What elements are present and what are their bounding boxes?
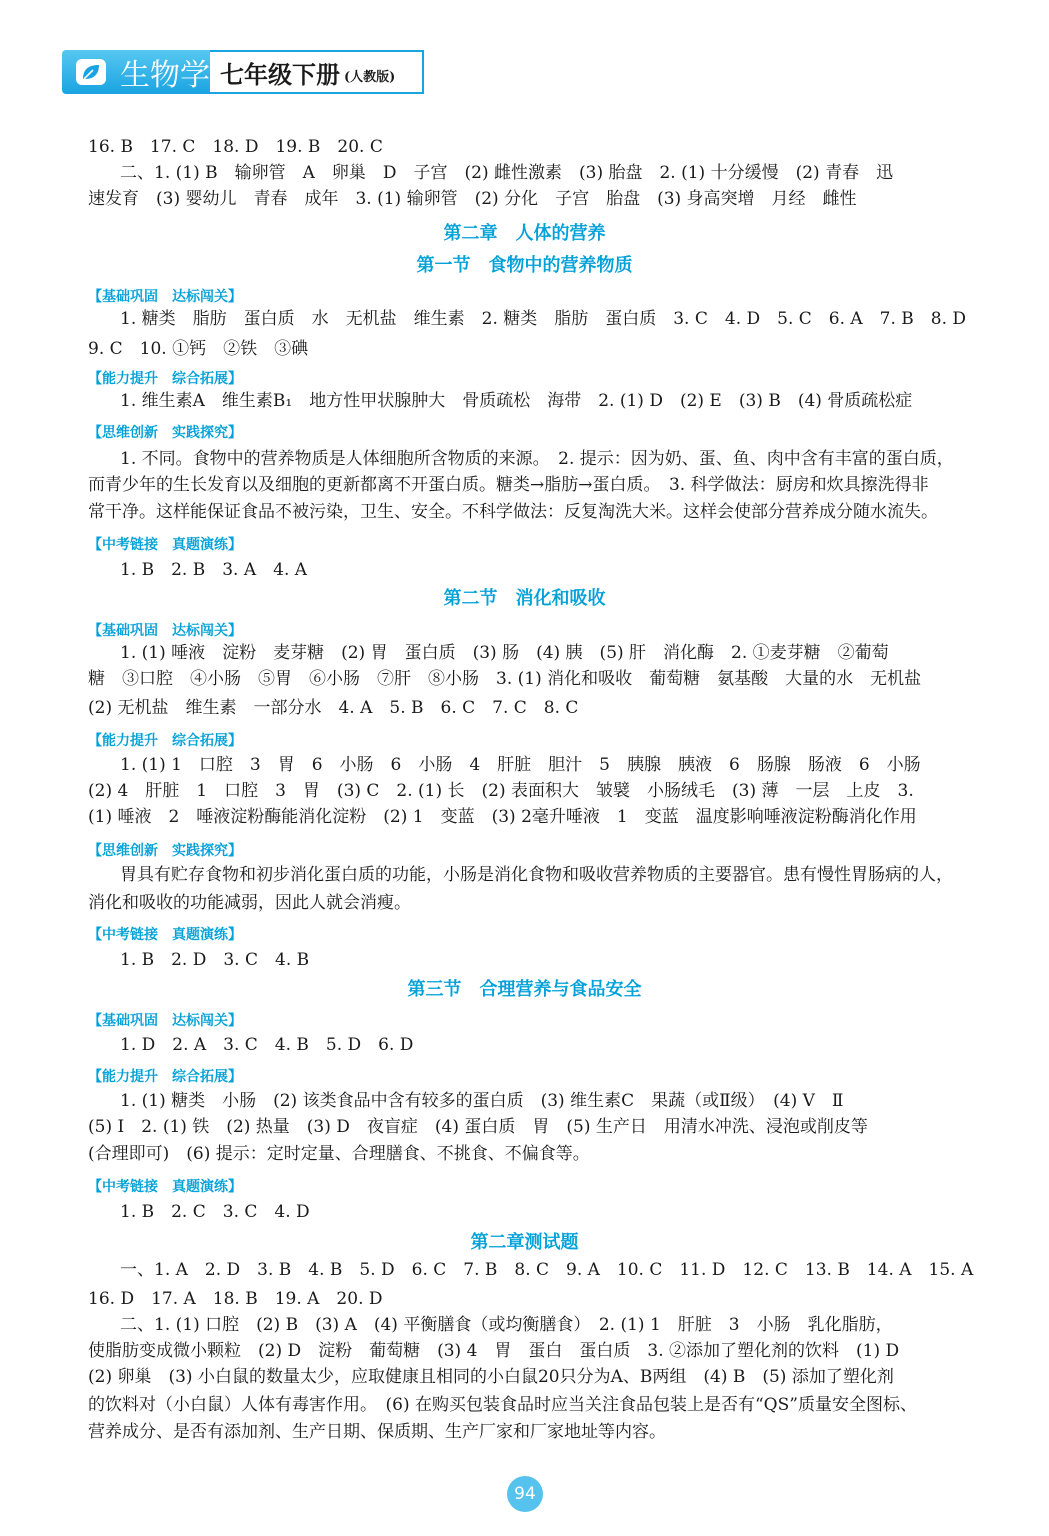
answer-line: 一、1. A 2. D 3. B 4. B 5. D 6. C 7. B 8. C 9. A 10. C 11. D 12. C 13. B 14. A 15. A: [120, 1260, 974, 1280]
edition-label: (人教版): [344, 69, 396, 85]
section-tag: 【思维创新 实践探究】: [88, 425, 242, 441]
answer-line: 速发育 (3) 婴幼儿 青春 成年 3. (1) 输卵管 (2) 分化 子宫 胎盘 (3) 身高突增 月经 雌性: [88, 189, 857, 209]
answer-line: 胃具有贮存食物和初步消化蛋白质的功能，小肠是消化食物和吸收营养物质的主要器官。患有慢性胃肠病的人，: [120, 865, 953, 885]
answer-line: 常干净。这样能保证食品不被污染，卫生、安全。不科学做法：反复淘洗大米。这样会使部分营养成分随水流失。: [88, 502, 938, 522]
answer-line: 1. 不同。食物中的营养物质是人体细胞所含物质的来源。 2. 提示：因为奶、蛋、鱼、肉中含有丰富的蛋白质，: [120, 449, 954, 469]
section-tag: 【基础巩固 达标闯关】: [88, 1013, 242, 1029]
answer-line: 9. C 10. ①钙 ②铁 ③碘: [88, 339, 309, 359]
section-heading: 第一节 食物中的营养物质: [416, 255, 633, 276]
answer-line: 二、1. (1) 口腔 (2) B (3) A (4) 平衡膳食（或均衡膳食） 2. (1) 1 肝脏 3 小肠 乳化脂肪，: [120, 1315, 893, 1335]
answer-line: 二、1. (1) B 输卵管 A 卵巢 D 子宫 (2) 雌性激素 (3) 胎盘 2. (1) 十分缓慢 (2) 青春 迅: [120, 163, 894, 183]
section-heading: 第三节 合理营养与食品安全: [407, 979, 642, 1000]
answer-line: 消化和吸收的功能减弱，因此人就会消瘦。: [88, 893, 411, 913]
answer-line: 1. B 2. C 3. C 4. D: [120, 1202, 310, 1222]
section-heading: 第二节 消化和吸收: [443, 588, 606, 609]
subject-banner: [62, 50, 210, 94]
answer-line: 糖 ③口腔 ④小肠 ⑤胃 ⑥小肠 ⑦肝 ⑧小肠 3. (1) 消化和吸收 葡萄糖 氨基酸 大量的水 无机盐: [88, 669, 922, 689]
answer-line: (1) 唾液 2 唾液淀粉酶能消化淀粉 (2) 1 变蓝 (3) 2毫升唾液 1 变蓝 温度影响唾液淀粉酶消化作用: [88, 807, 917, 827]
answer-line: 1. 维生素A 维生素B₁ 地方性甲状腺肿大 骨质疏松 海带 2. (1) D (2) E (3) B (4) 骨质疏松症: [120, 391, 913, 411]
section-tag: 【基础巩固 达标闯关】: [88, 623, 242, 639]
answer-line: 使脂肪变成微小颗粒 (2) D 淀粉 葡萄糖 (3) 4 胃 蛋白 蛋白质 3. ②添加了塑化剂的饮料 (1) D: [88, 1341, 900, 1361]
answer-line: 1. D 2. A 3. C 4. B 5. D 6. D: [120, 1035, 414, 1055]
section-tag: 【中考链接 真题演练】: [88, 537, 242, 553]
answer-line: 16. D 17. A 18. B 19. A 20. D: [88, 1289, 383, 1309]
answer-line: (5) Ⅰ 2. (1) 铁 (2) 热量 (3) D 夜盲症 (4) 蛋白质 胃 (5) 生产日 用清水冲洗、浸泡或削皮等: [88, 1117, 868, 1137]
answer-line: (合理即可) (6) 提示：定时定量、合理膳食、不挑食、不偏食等。: [88, 1144, 590, 1164]
grade-label: 七年级下册: [220, 60, 340, 89]
page-number: 94: [507, 1476, 543, 1512]
section-heading: 第二章测试题: [470, 1232, 579, 1253]
section-tag: 【基础巩固 达标闯关】: [88, 289, 242, 305]
answer-line: (2) 4 肝脏 1 口腔 3 胃 (3) C 2. (1) 长 (2) 表面积大 皱襞 小肠绒毛 (3) 薄 一层 上皮 3.: [88, 781, 914, 801]
answer-line: 1. B 2. B 3. A 4. A: [120, 560, 308, 580]
leaf-icon: [76, 59, 106, 85]
answer-line: 的饮料对（小白鼠）人体有毒害作用。 (6) 在购买包装食品时应当关注食品包装上是否有“QS”质量安全图标、: [88, 1395, 917, 1415]
section-heading: 第二章 人体的营养: [443, 223, 606, 244]
answer-line: 1. (1) 唾液 淀粉 麦芽糖 (2) 胃 蛋白质 (3) 肠 (4) 胰 (5) 肝 消化酶 2. ①麦芽糖 ②葡萄: [120, 643, 889, 663]
grade-banner: [210, 50, 424, 94]
answer-line: 而青少年的生长发育以及细胞的更新都离不开蛋白质。糖类→脂肪→蛋白质。 3. 科学做法：厨房和炊具擦洗得非: [88, 475, 929, 495]
answer-line: 16. B 17. C 18. D 19. B 20. C: [88, 137, 383, 157]
section-tag: 【思维创新 实践探究】: [88, 843, 242, 859]
answer-line: 1. (1) 1 口腔 3 胃 6 小肠 6 小肠 4 肝脏 胆汁 5 胰腺 胰液 6 肠腺 肠液 6 小肠: [120, 755, 921, 775]
answer-line: 1. 糖类 脂肪 蛋白质 水 无机盐 维生素 2. 糖类 脂肪 蛋白质 3. C 4. D 5. C 6. A 7. B 8. D: [120, 309, 967, 329]
section-tag: 【中考链接 真题演练】: [88, 927, 242, 943]
book-header: [62, 44, 424, 102]
section-tag: 【中考链接 真题演练】: [88, 1179, 242, 1195]
answer-line: 1. (1) 糖类 小肠 (2) 该类食品中含有较多的蛋白质 (3) 维生素C 果蔬（或Ⅱ级） (4) Ⅴ Ⅱ: [120, 1091, 844, 1111]
answer-line: (2) 无机盐 维生素 一部分水 4. A 5. B 6. C 7. C 8. C: [88, 698, 579, 718]
section-tag: 【能力提升 综合拓展】: [88, 371, 242, 387]
section-tag: 【能力提升 综合拓展】: [88, 733, 242, 749]
answer-line: 营养成分、是否有添加剂、生产日期、保质期、生产厂家和厂家地址等内容。: [88, 1422, 666, 1442]
answer-line: (2) 卵巢 (3) 小白鼠的数量太少，应取健康且相同的小白鼠20只分为A、B两组 (4) B (5) 添加了塑化剂: [88, 1367, 894, 1387]
answer-line: 1. B 2. D 3. C 4. B: [120, 950, 310, 970]
subject-title: 生物学: [120, 58, 210, 93]
section-tag: 【能力提升 综合拓展】: [88, 1069, 242, 1085]
